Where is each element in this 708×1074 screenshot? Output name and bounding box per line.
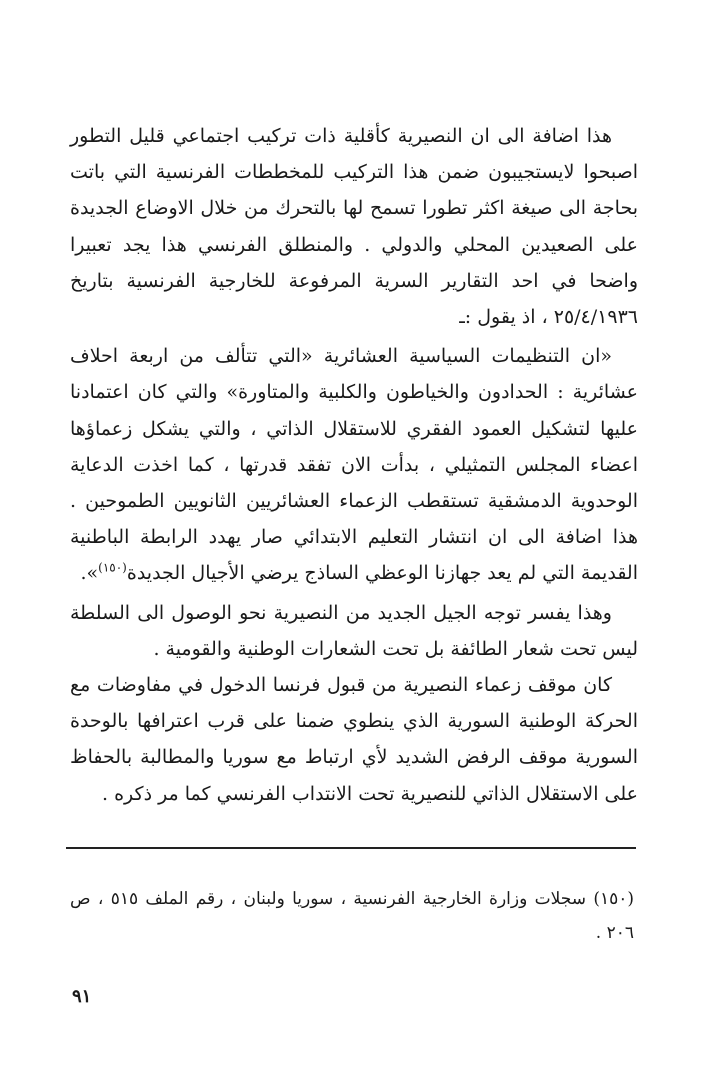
footnote-divider bbox=[66, 847, 636, 849]
quote-text: «ان التنظيمات السياسية العشائرية «التي تتألف من اربعة احلاف عشائرية : الحدادون والخياطون والكلبية والمتاورة» والتي كان اعتمادنا عليها لتشكيل العمود الفقري للاستقلال الذاتي ، والتي يشكل زعماؤها اعضاء المجلس التمثيلي ، بدأت الان تفقد قدرتها ، كما اخذت الدعاية الوحدوية الدمشقية تستقطب الزعماء العشائريين الثانويين الطموحين . هذا اضافة الى ان انتشار التعليم الابتدائي صار يهدد الرابطة الباطنية القديمة التي لم يعد جهازنا الوعظي الساذج يرضي الأجيال الجديدة bbox=[70, 345, 638, 585]
main-text bbox=[70, 118, 638, 812]
footnote: (١٥٠) سجلات وزارة الخارجية الفرنسية ، سوريا ولبنان ، رقم الملف ٥١٥ ، ص ٢٠٦ . bbox=[70, 889, 634, 943]
paragraph-2-quote bbox=[70, 338, 638, 591]
paragraph-1: هذا اضافة الى ان النصيرية كأقلية ذات تركيب اجتماعي قليل التطور اصبحوا لايستجيبون ضمن هذا التركيب للمخططات الفرنسية التي باتت بحاجة الى صيغة اكثر تطورا تسمح لها بالتحرك من خلال الاوضاع الجديدة على الصعيدين المحلي والدولي . والمنطلق الفرنسي هذا يجد تعبيرا واضحا في احد التقارير السرية المرفوعة للخارجية الفرنسية بتاريخ ٢٥/٤/١٩٣٦ ، اذ يقول :ـ bbox=[70, 125, 638, 329]
page-number: ٩١ bbox=[72, 986, 92, 1007]
paragraph-3: وهذا يفسر توجه الجيل الجديد من النصيرية نحو الوصول الى السلطة ليس تحت شعار الطائفة بل تحت الشعارات الوطنية والقومية . bbox=[70, 601, 638, 660]
footnote-reference: (١٥٠) bbox=[98, 561, 127, 576]
paragraph-4: كان موقف زعماء النصيرية من قبول فرنسا الدخول في مفاوضات مع الحركة الوطنية السورية الذي ينطوي ضمنا على قرب اعترافها بالوحدة السورية موقف الرفض الشديد لأي ارتباط مع سوريا والمطالبة بالحفاظ على الاستقلال الذاتي للنصيرية تحت الانتداب الفرنسي كما مر ذكره . bbox=[70, 674, 638, 805]
quote-close: ». bbox=[80, 562, 99, 585]
